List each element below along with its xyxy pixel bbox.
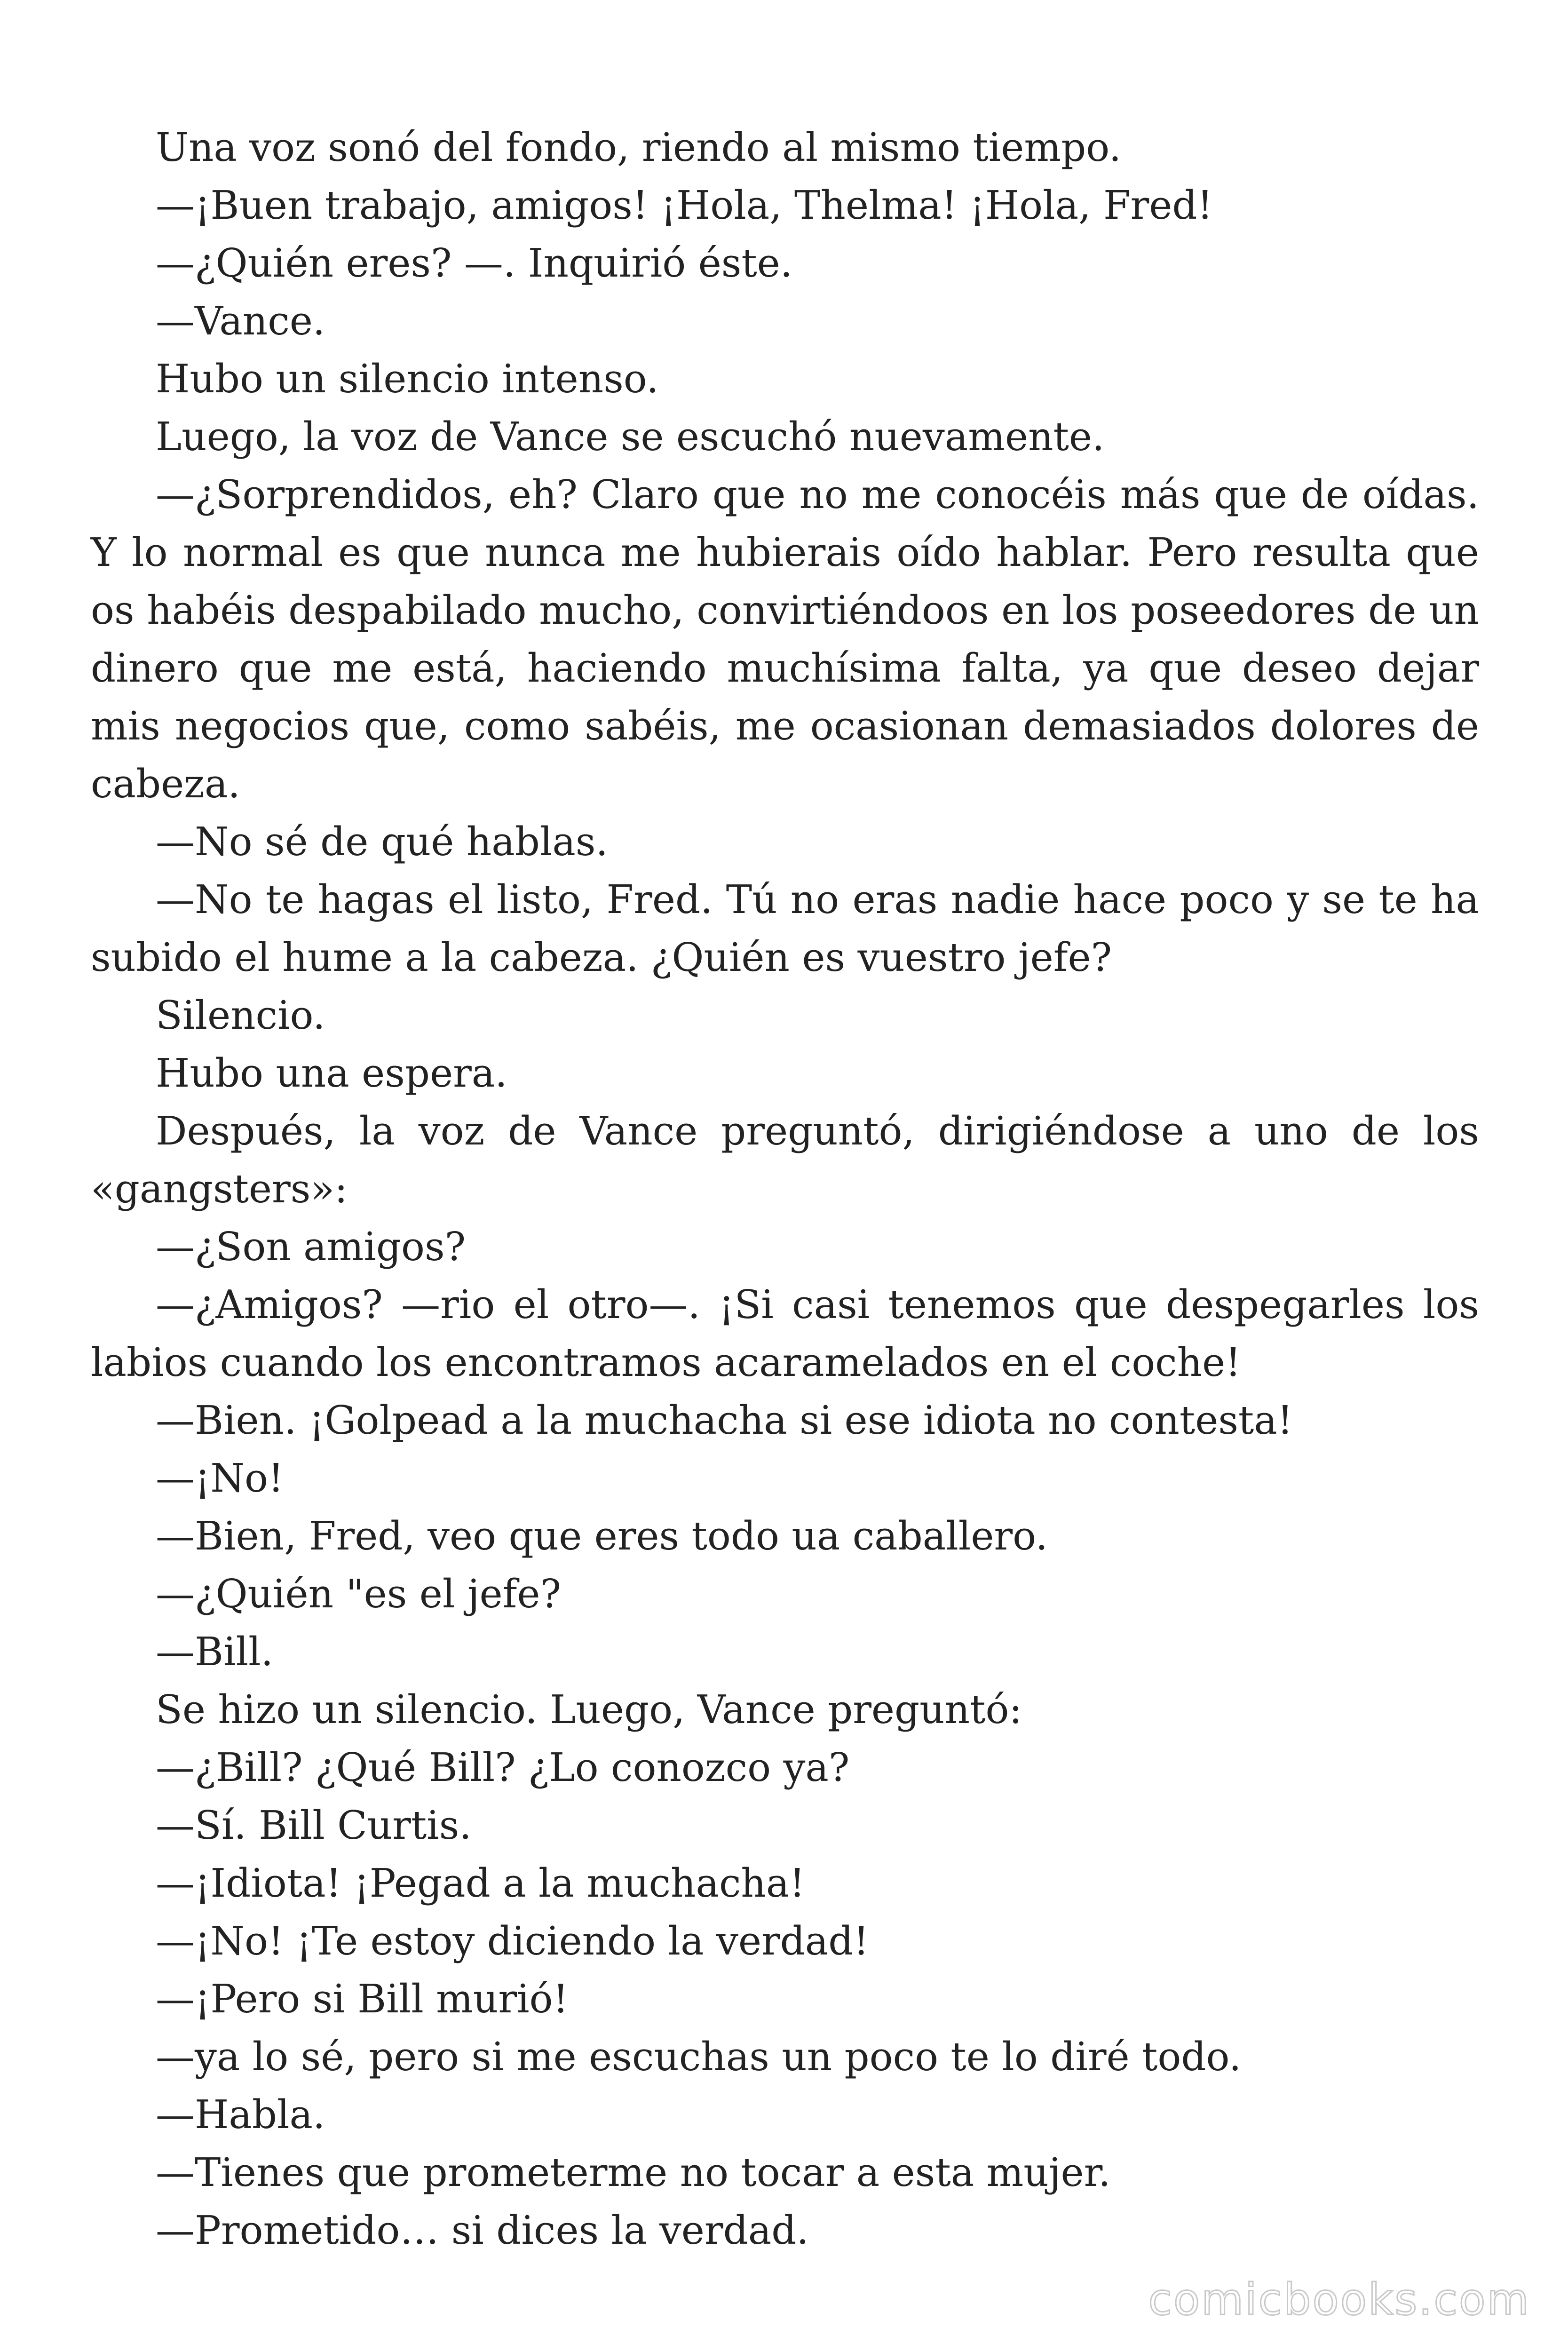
paragraph: Hubo una espera.	[156, 1050, 507, 1096]
paragraph: —¡Buen trabajo, amigos! ¡Hola, Thelma! ¡Hola, Fred!	[156, 183, 1213, 228]
paragraph: —¿Amigos? —rio el otro—. ¡Si casi tenemos que despegarles los labios cuando los encontramos acaramelados en el coche!	[91, 1282, 1479, 1385]
paragraph: —Habla.	[156, 2092, 325, 2137]
paragraph: Una voz sonó del fondo, riendo al mismo tiempo.	[156, 125, 1122, 170]
paragraph: Silencio.	[156, 993, 325, 1038]
paragraph: —Tienes que prometerme no tocar a esta mujer.	[156, 2150, 1111, 2195]
paragraph: —¿Bill? ¿Qué Bill? ¿Lo conozco ya?	[156, 1745, 850, 1790]
paragraph: —¿Quién "es el jefe?	[156, 1571, 562, 1617]
paragraph: —¿Quién eres? —. Inquirió éste.	[156, 240, 793, 286]
paragraph: Luego, la voz de Vance se escuchó nuevamente.	[156, 414, 1105, 460]
paragraph: —Prometido… si dices la verdad.	[156, 2208, 809, 2253]
watermark: comicbooks.com	[1148, 2274, 1530, 2325]
paragraph: —¡No!	[156, 1455, 284, 1501]
paragraph: —¡Pero si Bill murió!	[156, 1976, 569, 2022]
paragraph: —Bien. ¡Golpead a la muchacha si ese idiota no contesta!	[156, 1398, 1293, 1443]
paragraph: Se hizo un silencio. Luego, Vance preguntó:	[156, 1687, 1022, 1732]
paragraph: —Bien, Fred, veo que eres todo ua caballero.	[156, 1513, 1048, 1559]
paragraph: —¡Idiota! ¡Pegad a la muchacha!	[156, 1860, 805, 1906]
paragraph: —No te hagas el listo, Fred. Tú no eras nadie hace poco y se te ha subido el hume a la cabeza. ¿Quién es vuestro jefe?	[91, 877, 1479, 980]
paragraph: —Vance.	[156, 298, 325, 344]
paragraph: Hubo un silencio intenso.	[156, 356, 659, 402]
page-text	[91, 119, 1479, 2259]
paragraph: Después, la voz de Vance preguntó, dirigiéndose a uno de los «gangsters»:	[91, 1108, 1479, 1212]
paragraph: —ya lo sé, pero si me escuchas un poco te lo diré todo.	[156, 2034, 1242, 2080]
paragraph: —Bill.	[156, 1629, 274, 1675]
paragraph: —¡No! ¡Te estoy diciendo la verdad!	[156, 1918, 869, 1964]
paragraph: —¿Sorprendidos, eh? Claro que no me conocéis más que de oídas. Y lo normal es que nunca me hubierais oído hablar. Pero resulta que os habéis despabilado mucho, convirtiéndoos en los poseedores de un dinero que me está, haciendo muchísima falta, ya que deseo dejar mis negocios que, como sabéis, me ocasionan demasiados dolores de cabeza.	[91, 472, 1479, 807]
paragraph: —¿Son amigos?	[156, 1224, 466, 1270]
paragraph: —No sé de qué hablas.	[156, 819, 608, 865]
paragraph: —Sí. Bill Curtis.	[156, 1803, 472, 1848]
